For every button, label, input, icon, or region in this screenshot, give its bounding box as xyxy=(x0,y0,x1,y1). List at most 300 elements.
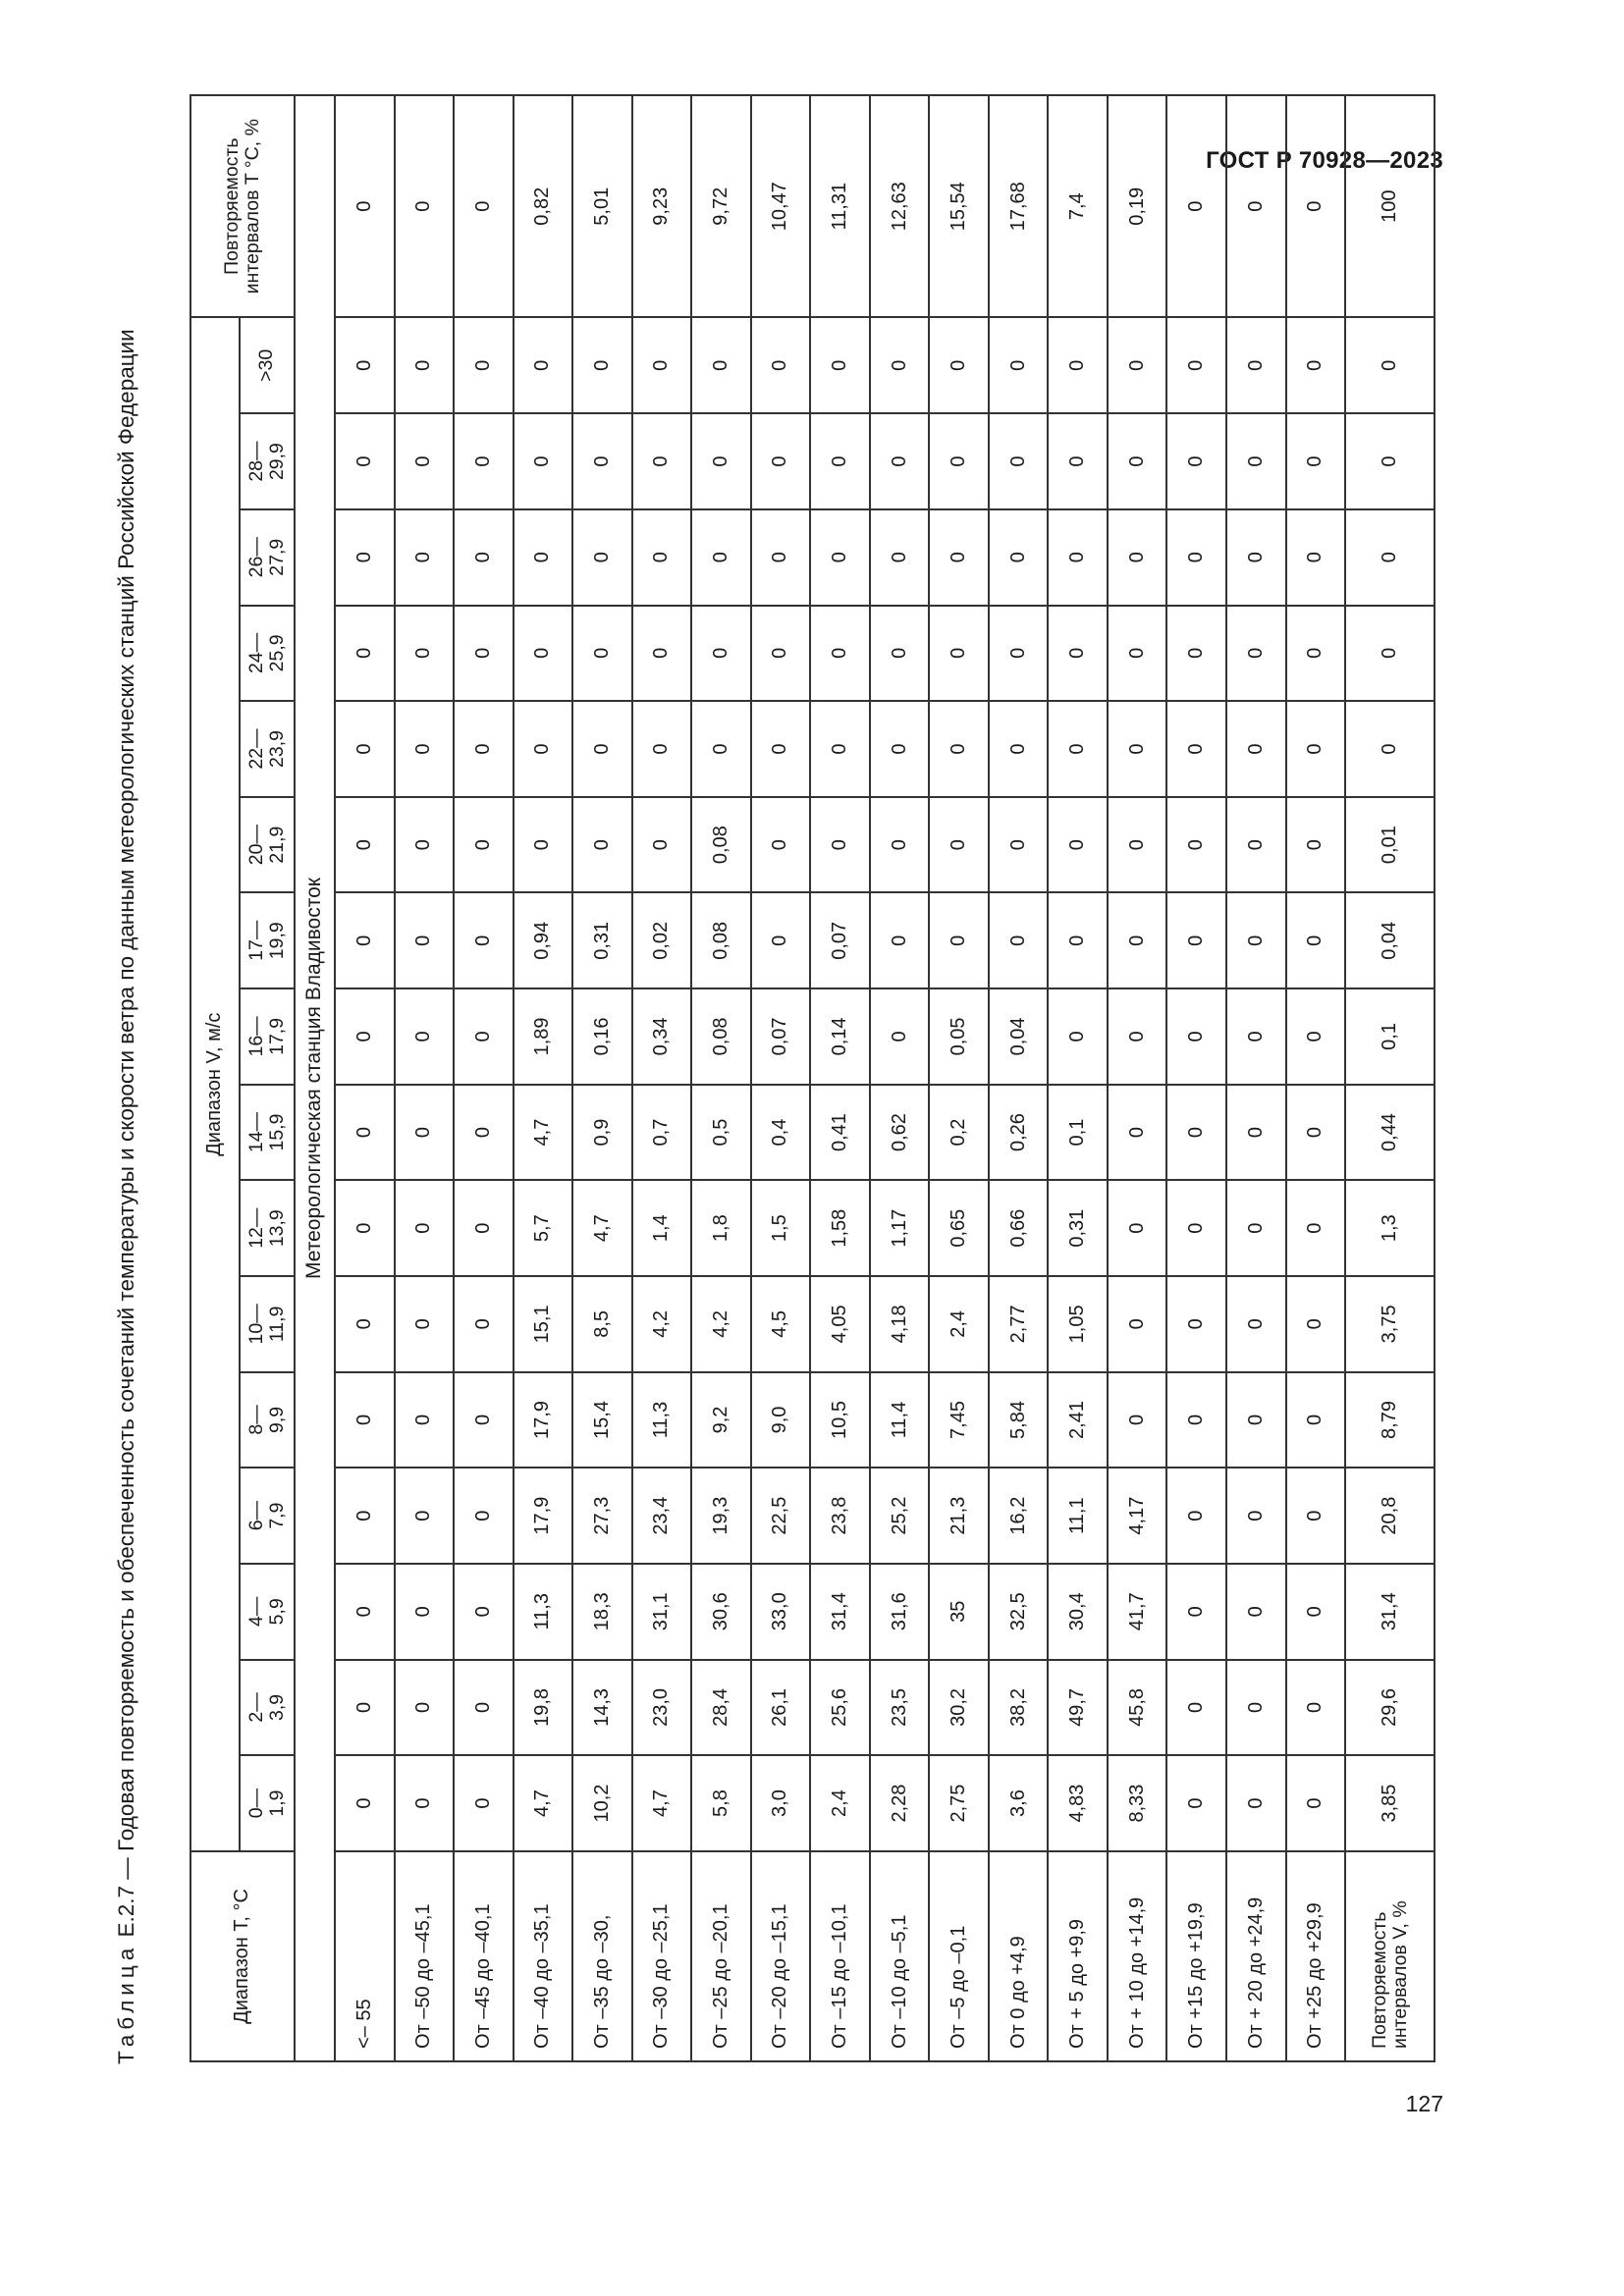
table-cell: 0 xyxy=(395,892,455,988)
table-cell: 4,7 xyxy=(514,1755,573,1851)
station-name: Метеорологическая станция Владивосток xyxy=(295,95,335,2061)
total-cell: 31,4 xyxy=(1345,1564,1435,1660)
table-cell: 1,58 xyxy=(810,1180,870,1276)
speed-range-part: 7,9 xyxy=(265,1502,288,1529)
repeat-percent-header: Повторяемость интервалов T °С, % xyxy=(190,95,295,317)
table-cell: 4,2 xyxy=(632,1276,692,1372)
row-temp-range: От +25 до +29,9 xyxy=(1286,1851,1346,2061)
table-cell: 0 xyxy=(1166,413,1226,509)
row-temp-range: От –35 до –30, xyxy=(572,1851,632,2061)
speed-range-part: 24— xyxy=(244,632,267,673)
table-cell: 0,4 xyxy=(751,1085,811,1181)
table-cell: 4,18 xyxy=(870,1276,930,1372)
table-cell: 0 xyxy=(335,1755,395,1851)
speed-range-part: 28— xyxy=(244,441,267,482)
header-row-speeds xyxy=(240,95,295,2061)
table-cell: 0 xyxy=(454,701,514,797)
speed-range-part: 8— xyxy=(244,1405,267,1435)
table-cell: 11,4 xyxy=(870,1372,930,1468)
table-cell: 4,83 xyxy=(1048,1755,1108,1851)
table-cell: 10,5 xyxy=(810,1372,870,1468)
table-row xyxy=(454,95,514,2061)
table-cell: 0 xyxy=(572,606,632,702)
speed-range-part: 20— xyxy=(244,825,267,866)
table-cell: 0 xyxy=(1108,1276,1167,1372)
speed-range-part: 5,9 xyxy=(265,1598,288,1626)
table-cell: 0,34 xyxy=(632,988,692,1085)
table-cell: 0 xyxy=(335,988,395,1085)
table-cell: 11,1 xyxy=(1048,1468,1108,1564)
table-cell: 0 xyxy=(1166,1276,1226,1372)
row-repeat-percent: 0 xyxy=(1286,95,1346,317)
speed-range-part: 17— xyxy=(244,920,267,961)
speed-range-header xyxy=(240,1468,295,1564)
table-cell: 0 xyxy=(1286,606,1346,702)
table-cell: 0 xyxy=(1166,606,1226,702)
table-cell: 0 xyxy=(514,317,573,413)
table-cell: 0,05 xyxy=(929,988,989,1085)
table-cell: 2,77 xyxy=(989,1276,1049,1372)
row-repeat-percent: 0 xyxy=(1226,95,1286,317)
table-cell: 0 xyxy=(335,1372,395,1468)
table-cell: 0 xyxy=(1226,413,1286,509)
table-cell: 0 xyxy=(454,797,514,893)
speed-range-header xyxy=(240,1372,295,1468)
table-cell: 19,8 xyxy=(514,1660,573,1756)
table-cell: 0 xyxy=(1108,413,1167,509)
total-cell: 1,3 xyxy=(1345,1180,1435,1276)
table-cell: 41,7 xyxy=(1108,1564,1167,1660)
table-cell: 0,62 xyxy=(870,1085,930,1181)
table-cell: 0 xyxy=(572,797,632,893)
table-cell: 17,9 xyxy=(514,1468,573,1564)
total-cell: 0 xyxy=(1345,606,1435,702)
table-cell: 0 xyxy=(1166,701,1226,797)
table-cell: 0 xyxy=(1108,509,1167,606)
table-cell: 0 xyxy=(989,892,1049,988)
table-cell: 14,3 xyxy=(572,1660,632,1756)
total-cell: 0 xyxy=(1345,317,1435,413)
table-cell: 0 xyxy=(1226,701,1286,797)
speed-range-part: 2— xyxy=(244,1692,267,1723)
table-cell: 0 xyxy=(1286,1180,1346,1276)
table-cell: 26,1 xyxy=(751,1660,811,1756)
total-cell: 0 xyxy=(1345,509,1435,606)
table-cell: 0 xyxy=(632,797,692,893)
table-cell: 0,94 xyxy=(514,892,573,988)
speed-range-part: 9,9 xyxy=(265,1406,288,1434)
table-cell: 0 xyxy=(335,1085,395,1181)
table-cell: 0 xyxy=(929,606,989,702)
table-cell: 0 xyxy=(1108,892,1167,988)
table-cell: 30,2 xyxy=(929,1660,989,1756)
speed-range-part: 17,9 xyxy=(265,1017,288,1055)
table-cell: 2,4 xyxy=(929,1276,989,1372)
table-cell: 0 xyxy=(514,797,573,893)
table-cell: 0,2 xyxy=(929,1085,989,1181)
table-cell: 0 xyxy=(691,317,751,413)
table-cell: 0 xyxy=(1226,1276,1286,1372)
table-cell: 25,2 xyxy=(870,1468,930,1564)
table-cell: 7,45 xyxy=(929,1372,989,1468)
table-cell: 0 xyxy=(751,509,811,606)
table-row xyxy=(1226,95,1286,2061)
table-cell: 27,3 xyxy=(572,1468,632,1564)
table-cell: 0 xyxy=(1286,317,1346,413)
table-cell: 0,16 xyxy=(572,988,632,1085)
table-cell: 18,3 xyxy=(572,1564,632,1660)
table-cell: 9,2 xyxy=(691,1372,751,1468)
table-cell: 0 xyxy=(870,892,930,988)
table-cell: 1,05 xyxy=(1048,1276,1108,1372)
row-repeat-percent: 9,23 xyxy=(632,95,692,317)
table-cell: 0 xyxy=(929,317,989,413)
temp-range-header: Диапазон T, °С xyxy=(190,1851,295,2061)
table-cell: 0 xyxy=(1166,1085,1226,1181)
total-cell: 29,6 xyxy=(1345,1660,1435,1756)
speed-range-header xyxy=(240,413,295,509)
table-cell: 0 xyxy=(454,1372,514,1468)
table-cell: 0 xyxy=(751,797,811,893)
speed-range-part: >30 xyxy=(255,348,278,382)
table-cell: 0 xyxy=(335,1660,395,1756)
table-cell: 0 xyxy=(1048,797,1108,893)
table-cell: 3,6 xyxy=(989,1755,1049,1851)
row-repeat-percent: 15,54 xyxy=(929,95,989,317)
speed-range-header xyxy=(240,606,295,702)
table-cell: 0 xyxy=(929,892,989,988)
table-cell: 0 xyxy=(1166,1660,1226,1756)
table-row xyxy=(1166,95,1226,2061)
table-cell: 0 xyxy=(1108,1085,1167,1181)
table-row xyxy=(572,95,632,2061)
table-cell: 0 xyxy=(1286,1755,1346,1851)
table-cell: 0 xyxy=(1048,509,1108,606)
table-cell: 5,84 xyxy=(989,1372,1049,1468)
table-cell: 30,4 xyxy=(1048,1564,1108,1660)
table-cell: 0 xyxy=(989,509,1049,606)
row-temp-range: От –45 до –40,1 xyxy=(454,1851,514,2061)
row-temp-range: <– 55 xyxy=(335,1851,395,2061)
row-repeat-percent: 5,01 xyxy=(572,95,632,317)
speed-range-part: 25,9 xyxy=(265,634,288,672)
table-row xyxy=(1048,95,1108,2061)
table-cell: 0 xyxy=(395,317,455,413)
table-cell: 0,31 xyxy=(1048,1180,1108,1276)
table-cell: 0 xyxy=(335,892,395,988)
table-cell: 0 xyxy=(810,317,870,413)
table-cell: 0,1 xyxy=(1048,1085,1108,1181)
speed-range-header xyxy=(240,1085,295,1181)
table-cell: 28,4 xyxy=(691,1660,751,1756)
table-cell: 30,6 xyxy=(691,1564,751,1660)
row-repeat-percent: 0,82 xyxy=(514,95,573,317)
table-cell: 0 xyxy=(1166,797,1226,893)
table-row xyxy=(632,95,692,2061)
table-cell: 0 xyxy=(1166,1564,1226,1660)
row-repeat-percent: 0 xyxy=(395,95,455,317)
table-cell: 0 xyxy=(572,413,632,509)
table-cell: 0 xyxy=(395,1755,455,1851)
table-cell: 0 xyxy=(395,797,455,893)
table-cell: 0 xyxy=(929,701,989,797)
table-cell: 0 xyxy=(572,509,632,606)
row-temp-range: От + 5 до +9,9 xyxy=(1048,1851,1108,2061)
table-cell: 0 xyxy=(1048,317,1108,413)
table-cell: 31,6 xyxy=(870,1564,930,1660)
table-cell: 2,41 xyxy=(1048,1372,1108,1468)
total-cell: 0,01 xyxy=(1345,797,1435,893)
table-cell: 0 xyxy=(870,988,930,1085)
table-cell: 0 xyxy=(691,509,751,606)
row-repeat-percent: 0 xyxy=(454,95,514,317)
data-table xyxy=(189,94,1435,2062)
speed-range-part: 14— xyxy=(244,1111,267,1153)
table-cell: 1,4 xyxy=(632,1180,692,1276)
table-row xyxy=(751,95,811,2061)
table-cell: 0 xyxy=(989,606,1049,702)
total-cell: 20,8 xyxy=(1345,1468,1435,1564)
table-cell: 38,2 xyxy=(989,1660,1049,1756)
row-repeat-percent: 12,63 xyxy=(870,95,930,317)
speed-range-part: 11,9 xyxy=(265,1306,288,1343)
table-cell: 0 xyxy=(1166,509,1226,606)
speed-range-part: 29,9 xyxy=(265,443,288,481)
total-cell: 3,85 xyxy=(1345,1755,1435,1851)
table-cell: 0 xyxy=(395,1085,455,1181)
speed-range-part: 15,9 xyxy=(265,1113,288,1151)
row-temp-range: От + 20 до +24,9 xyxy=(1226,1851,1286,2061)
table-cell: 0 xyxy=(632,509,692,606)
speed-range-part: 19,9 xyxy=(265,922,288,960)
table-cell: 0 xyxy=(454,1180,514,1276)
table-cell: 0,9 xyxy=(572,1085,632,1181)
table-cell: 0 xyxy=(632,701,692,797)
table-cell: 0 xyxy=(1226,1660,1286,1756)
table-cell: 0 xyxy=(395,701,455,797)
total-cell: 0,04 xyxy=(1345,892,1435,988)
table-cell: 0 xyxy=(395,988,455,1085)
table-cell: 0 xyxy=(929,797,989,893)
table-cell: 0 xyxy=(1166,892,1226,988)
row-temp-range: От +15 до +19,9 xyxy=(1166,1851,1226,2061)
table-row xyxy=(1108,95,1167,2061)
table-cell: 0 xyxy=(989,413,1049,509)
total-cell: 3,75 xyxy=(1345,1276,1435,1372)
table-cell: 5,8 xyxy=(691,1755,751,1851)
table-cell: 0 xyxy=(335,1276,395,1372)
standard-number: ГОСТ Р 70928—2023 xyxy=(1206,147,1443,174)
table-cell: 0 xyxy=(1166,1755,1226,1851)
row-repeat-percent: 9,72 xyxy=(691,95,751,317)
table-cell: 0 xyxy=(1166,317,1226,413)
speed-range-part: 26— xyxy=(244,537,267,578)
speed-range-part: 6— xyxy=(244,1500,267,1531)
table-cell: 0,14 xyxy=(810,988,870,1085)
speed-range-header xyxy=(240,317,295,413)
table-cell: 0 xyxy=(1048,988,1108,1085)
table-cell: 0 xyxy=(810,509,870,606)
table-cell: 0 xyxy=(514,701,573,797)
table-cell: 0 xyxy=(1226,1755,1286,1851)
table-cell: 0 xyxy=(870,413,930,509)
table-cell: 0 xyxy=(1108,701,1167,797)
table-cell: 0 xyxy=(1226,1180,1286,1276)
table-caption xyxy=(108,91,144,2064)
table-cell: 0 xyxy=(810,797,870,893)
table-cell: 22,5 xyxy=(751,1468,811,1564)
table-cell: 0 xyxy=(1286,509,1346,606)
row-temp-range: От –20 до –15,1 xyxy=(751,1851,811,2061)
table-cell: 0 xyxy=(454,1085,514,1181)
table-cell: 0 xyxy=(395,1564,455,1660)
table-cell: 23,4 xyxy=(632,1468,692,1564)
table-cell: 0 xyxy=(1286,701,1346,797)
table-cell: 8,5 xyxy=(572,1276,632,1372)
table-cell: 0 xyxy=(1048,606,1108,702)
table-cell: 0 xyxy=(514,509,573,606)
table-cell: 0 xyxy=(395,1660,455,1756)
row-temp-range: От + 10 до +14,9 xyxy=(1108,1851,1167,2061)
table-cell: 0 xyxy=(335,413,395,509)
table-cell: 10,2 xyxy=(572,1755,632,1851)
table-cell: 0 xyxy=(870,797,930,893)
table-cell: 0 xyxy=(1226,509,1286,606)
table-cell: 0 xyxy=(454,1660,514,1756)
table-cell: 4,5 xyxy=(751,1276,811,1372)
table-cell: 0 xyxy=(454,1468,514,1564)
table-cell: 0 xyxy=(1166,988,1226,1085)
row-temp-range: От –10 до –5,1 xyxy=(870,1851,930,2061)
table-cell: 0,08 xyxy=(691,988,751,1085)
table-row xyxy=(335,95,395,2061)
speed-range-part: 23,9 xyxy=(265,730,288,768)
table-cell: 0 xyxy=(1286,1085,1346,1181)
table-cell: 0 xyxy=(1286,1276,1346,1372)
table-cell: 2,75 xyxy=(929,1755,989,1851)
table-row xyxy=(810,95,870,2061)
table-cell: 11,3 xyxy=(632,1372,692,1468)
table-row xyxy=(1286,95,1346,2061)
table-cell: 0 xyxy=(810,606,870,702)
table-cell: 0 xyxy=(810,701,870,797)
table-cell: 0 xyxy=(335,797,395,893)
speed-range-part: 27,9 xyxy=(265,538,288,576)
speed-range-header xyxy=(240,1660,295,1756)
table-cell: 0 xyxy=(1226,1085,1286,1181)
table-cell: 0 xyxy=(1108,797,1167,893)
table-cell: 23,8 xyxy=(810,1468,870,1564)
table-cell: 0 xyxy=(632,606,692,702)
table-cell: 0,02 xyxy=(632,892,692,988)
table-cell: 0,08 xyxy=(691,892,751,988)
total-cell: 0 xyxy=(1345,701,1435,797)
speed-range-part: 12— xyxy=(244,1207,267,1249)
speed-range-header xyxy=(240,892,295,988)
table-cell: 0 xyxy=(1286,1468,1346,1564)
row-temp-range: От –40 до –35,1 xyxy=(514,1851,573,2061)
table-row xyxy=(691,95,751,2061)
table-cell: 0 xyxy=(1226,606,1286,702)
table-cell: 0 xyxy=(335,317,395,413)
header-row-group xyxy=(190,95,240,2061)
table-cell: 49,7 xyxy=(1048,1660,1108,1756)
table-cell: 1,89 xyxy=(514,988,573,1085)
table-cell: 35 xyxy=(929,1564,989,1660)
table-cell: 1,8 xyxy=(691,1180,751,1276)
table-cell: 0 xyxy=(454,988,514,1085)
speed-range-header xyxy=(240,1276,295,1372)
table-cell: 0 xyxy=(1166,1468,1226,1564)
table-cell: 0 xyxy=(1108,988,1167,1085)
total-cell: 0,1 xyxy=(1345,988,1435,1085)
table-cell: 0 xyxy=(929,509,989,606)
table-cell: 0 xyxy=(989,701,1049,797)
table-cell: 0 xyxy=(395,1276,455,1372)
table-cell: 33,0 xyxy=(751,1564,811,1660)
table-cell: 0 xyxy=(454,1276,514,1372)
table-cell: 0 xyxy=(1286,1564,1346,1660)
table-cell: 0 xyxy=(870,317,930,413)
table-cell: 0 xyxy=(870,509,930,606)
table-cell: 0 xyxy=(1286,1372,1346,1468)
table-cell: 1,17 xyxy=(870,1180,930,1276)
table-cell: 45,8 xyxy=(1108,1660,1167,1756)
table-cell: 0 xyxy=(395,1468,455,1564)
page-number: 127 xyxy=(1405,2091,1443,2116)
table-cell: 4,7 xyxy=(632,1755,692,1851)
table-cell: 0 xyxy=(572,317,632,413)
table-cell: 0 xyxy=(1048,701,1108,797)
table-cell: 0 xyxy=(751,892,811,988)
table-cell: 0 xyxy=(751,413,811,509)
table-cell: 23,5 xyxy=(870,1660,930,1756)
table-cell: 15,4 xyxy=(572,1372,632,1468)
table-cell: 0 xyxy=(395,606,455,702)
table-cell: 19,3 xyxy=(691,1468,751,1564)
table-cell: 0 xyxy=(1286,1660,1346,1756)
table-cell: 16,2 xyxy=(989,1468,1049,1564)
table-cell: 4,7 xyxy=(572,1180,632,1276)
row-repeat-percent: 7,4 xyxy=(1048,95,1108,317)
table-cell: 0 xyxy=(691,606,751,702)
table-cell: 2,28 xyxy=(870,1755,930,1851)
table-cell: 0 xyxy=(1226,1372,1286,1468)
table-cell: 17,9 xyxy=(514,1372,573,1468)
table-cell: 0 xyxy=(929,413,989,509)
table-cell: 0 xyxy=(454,892,514,988)
table-cell: 0 xyxy=(335,1468,395,1564)
table-cell: 3,0 xyxy=(751,1755,811,1851)
caption-label: Таблица xyxy=(114,1943,138,2064)
table-cell: 0 xyxy=(1048,413,1108,509)
speed-range-part: 1,9 xyxy=(265,1789,288,1817)
row-repeat-percent: 11,31 xyxy=(810,95,870,317)
table-cell: 0 xyxy=(1108,1372,1167,1468)
table-cell: 31,1 xyxy=(632,1564,692,1660)
table-cell: 0 xyxy=(454,509,514,606)
table-cell: 0 xyxy=(751,606,811,702)
table-cell: 0 xyxy=(1226,1468,1286,1564)
table-cell: 4,2 xyxy=(691,1276,751,1372)
speed-range-part: 4— xyxy=(244,1596,267,1627)
row-temp-range: От –5 до –0,1 xyxy=(929,1851,989,2061)
table-cell: 0,07 xyxy=(810,892,870,988)
total-cell: 0,44 xyxy=(1345,1085,1435,1181)
table-cell: 8,33 xyxy=(1108,1755,1167,1851)
speed-range-header xyxy=(240,509,295,606)
table-cell: 0 xyxy=(1226,892,1286,988)
